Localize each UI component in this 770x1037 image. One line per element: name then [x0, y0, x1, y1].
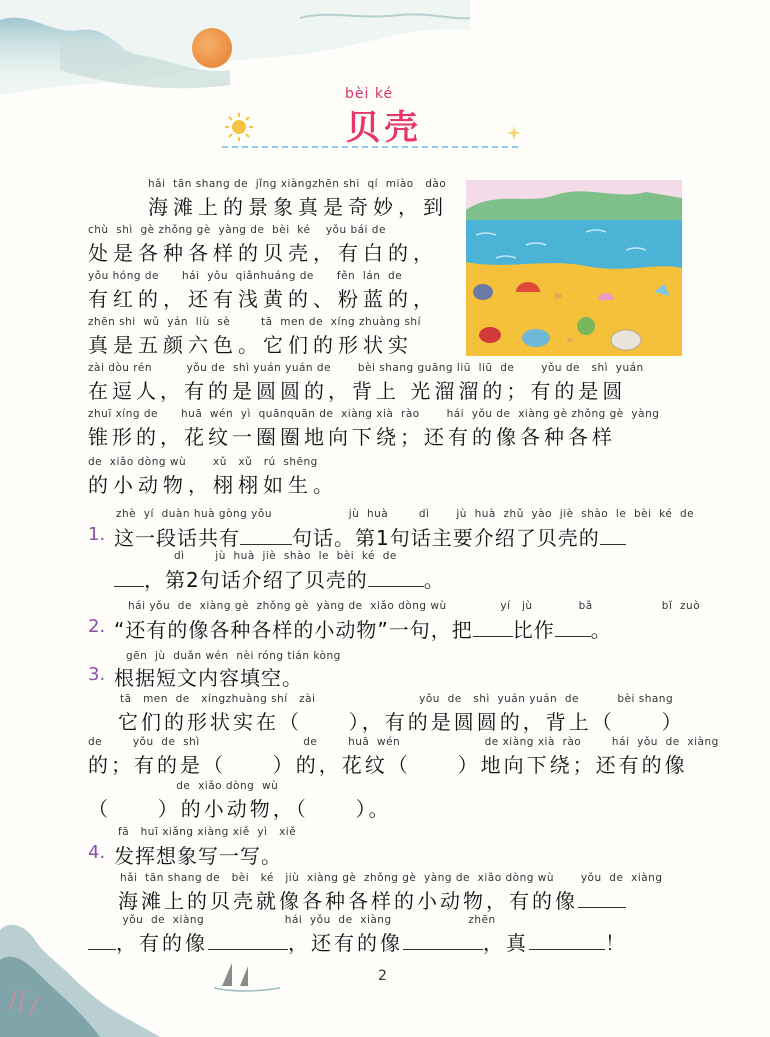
- q3-pinyin-line: tā men de xíngzhuàng shí zài yǒu de shì yuán yuán de bèi shang: [120, 693, 674, 705]
- q1-text: 这一段话共有 句话。第1句话主要介绍了贝壳的: [114, 522, 626, 551]
- passage-pinyin-line: hǎi tān shang de jǐng xiàngzhēn shi qí miào dào: [148, 178, 447, 190]
- q4-fill-line: 海滩上的贝壳就像各种各样的小动物，有的像: [118, 885, 626, 914]
- q2-number: 2.: [88, 616, 106, 637]
- q4-answer-blank[interactable]: [208, 933, 288, 950]
- q2-text: “还有的像各种各样的小动物”一句，把 比作 。: [114, 618, 612, 642]
- q2-pinyin: hái yǒu de xiàng gè zhǒng gè yàng de xiǎo dòng wù yí jù bǎ bǐ zuò: [128, 600, 701, 612]
- passage-pinyin-line: chù shì gè zhǒng gè yàng de bèi ké yǒu bái de: [88, 224, 386, 236]
- passage-pinyin-line: zài dòu rén yǒu de shì yuán yuán de bèi shang guāng liū liū de yǒu de shì yuán: [88, 362, 644, 374]
- passage-text-line: 真是五颜六色。它们的形状实: [88, 333, 413, 357]
- q3-fill-line: 它们的形状实在（ ），有的是圆圆的，背上（ ）: [118, 710, 685, 734]
- passage-pinyin-line: yǒu hóng de hái yǒu qiǎnhuáng de fěn lán de: [88, 270, 403, 282]
- q1-answer-blank[interactable]: [368, 570, 424, 587]
- q1-pinyin-line2: dì jù huà jiè shào le bèi ké de: [174, 550, 397, 562]
- passage-text-line: 海滩上的景象真是奇妙，到: [148, 195, 448, 219]
- q4-answer-blank[interactable]: [529, 933, 605, 950]
- passage-text-line: 的小动物，栩栩如生。: [88, 473, 338, 497]
- q2-answer-blank[interactable]: [473, 620, 513, 637]
- q1-answer-blank[interactable]: [240, 528, 292, 545]
- q3-pinyin-line: de xiǎo dòng wù: [88, 780, 279, 792]
- mountain-decoration: [0, 900, 160, 1037]
- q4-answer-blank[interactable]: [578, 891, 626, 908]
- passage-pinyin-line: zhuī xíng de huā wén yì quānquān de xiàng xià rào hái yǒu de xiàng gè zhǒng gè yàng: [88, 408, 660, 420]
- q3-pinyin: gēn jù duǎn wén nèi róng tián kòng: [126, 650, 341, 662]
- passage-text-line: 处是各种各样的贝壳，有白的，: [88, 241, 438, 265]
- q4-answer-blank[interactable]: [403, 933, 483, 950]
- q1-answer-blank[interactable]: [114, 570, 144, 587]
- title-pinyin: bèi ké: [345, 86, 394, 102]
- page-title: 贝壳: [346, 108, 422, 148]
- sailboats-decoration: [212, 958, 282, 998]
- q4-pinyin: fā huī xiǎng xiàng xiě yì xiě: [118, 826, 297, 838]
- sun-decoration: [192, 28, 232, 68]
- q3-pinyin-line: de yǒu de shì de huā wén de xiàng xià rào hái yǒu de xiàng: [88, 736, 719, 748]
- q3-fill-line: （ ）的小动物，（ ）。: [88, 797, 392, 821]
- q1-answer-blank[interactable]: [600, 528, 626, 545]
- q4-text: 发挥想象写一写。: [114, 844, 282, 868]
- q3-text: 根据短文内容填空。: [114, 666, 303, 690]
- q1-text-line2: ，第2句话介绍了贝壳的 。: [114, 564, 445, 593]
- q4-fill-line: ，有的像 ，还有的像 ，真 ！: [88, 927, 628, 956]
- passage-text-line: 有红的，还有浅黄的、粉蓝的，: [88, 287, 438, 311]
- passage-pinyin-line: zhēn shi wǔ yán liù sè tā men de xíng zhuàng shí: [88, 316, 421, 328]
- q4-number: 4.: [88, 842, 106, 863]
- q4-pinyin-line: hǎi tān shang de bèi ké jiù xiàng gè zhǒng gè yàng de xiǎo dòng wù yǒu de xiàng: [120, 872, 663, 884]
- q3-number: 3.: [88, 664, 106, 685]
- q1-pinyin: zhè yí duàn huà gòng yǒu jù huà dì jù huà zhǔ yào jiè shào le bèi ké de: [116, 508, 695, 520]
- page-number: 2: [378, 968, 387, 984]
- beach-shells-illustration: [466, 180, 682, 356]
- star-icon: [507, 126, 521, 140]
- passage-text-line: 在逗人，有的是圆圆的，背上 光溜溜的；有的是圆: [88, 379, 627, 403]
- q4-pinyin-line: yǒu de xiàng hái yǒu de xiàng zhēn: [88, 914, 496, 926]
- passage-pinyin-line: de xiǎo dòng wù xǔ xǔ rú shēng: [88, 456, 318, 468]
- q1-number: 1.: [88, 524, 106, 545]
- sun-icon: [224, 112, 254, 142]
- passage-text-line: 锥形的，花纹一圈圈地向下绕；还有的像各种各样: [88, 425, 616, 449]
- q3-fill-line: 的；有的是（ ）的，花纹（ ）地向下绕；还有的像: [88, 753, 688, 777]
- q2-answer-blank[interactable]: [555, 620, 591, 637]
- title-divider: [222, 146, 518, 148]
